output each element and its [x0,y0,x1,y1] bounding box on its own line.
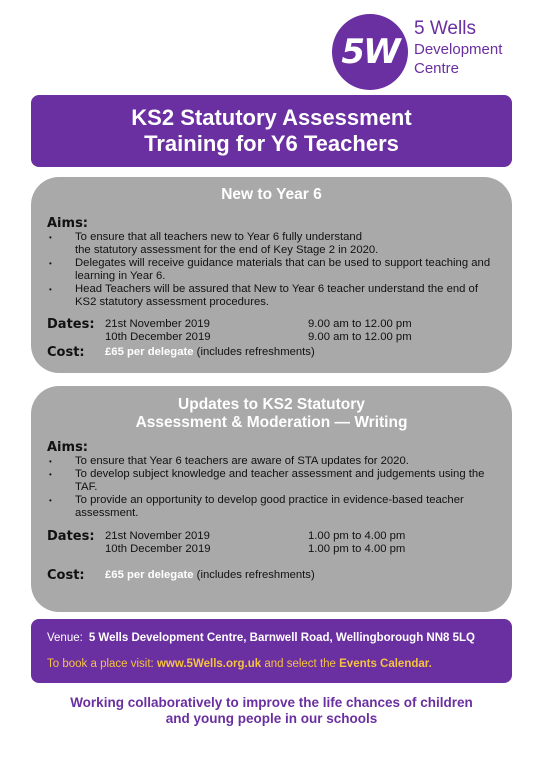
events-calendar-link[interactable]: Events Calendar. [339,658,432,670]
book-prefix: To book a place visit: [47,658,157,670]
aim-item: • To develop subject knowledge and teacher assessment and judgements using the TAF. [59,468,496,494]
aim-item: • Delegates will receive guidance materials that can be used to support teaching and learning in Year 6. [59,257,496,283]
aim-item-cont: the statutory assessment for the end of Key Stage 2 in 2020. [75,244,379,256]
booking-line [47,658,432,670]
section-title [47,386,496,432]
page-title [31,95,512,167]
logo-line-1: 5 Wells [414,18,476,39]
section-title-line-2: Assessment & Moderation — Writing [135,414,408,431]
dates-label: Dates: [47,529,95,544]
venue-box [31,619,512,683]
cost-label: Cost: [47,568,85,583]
logo-line-3: Centre [414,60,460,77]
title-line-1: KS2 Statutory Assessment [131,105,412,130]
time: 1.00 pm to 4.00 pm [308,543,406,555]
logo-mark: 5W [332,14,408,90]
cost-row [47,346,496,359]
time: 9.00 am to 12.00 pm [308,318,412,330]
aim-item: • To ensure that Year 6 teachers are aware of STA updates for 2020. [59,455,496,468]
date: 10th December 2019 [105,543,211,555]
section-title: New to Year 6 [221,186,322,203]
aim-item: • To provide an opportunity to develop good practice in evidence-based teacher assessment. [59,494,496,520]
date-row [47,530,496,543]
venue-address: 5 Wells Development Centre, Barnwell Road, Wellingborough NN8 5LQ [88,632,475,644]
date-row [47,318,496,331]
time: 1.00 pm to 4.00 pm [308,530,406,542]
cost-note: (includes refreshments) [193,569,315,581]
dates-label: Dates: [47,317,95,332]
cost-label: Cost: [47,345,85,360]
aims-list [47,455,496,520]
cost-value: £65 per delegate [105,569,194,581]
aims-list [47,231,496,309]
date-row [47,331,496,344]
aims-label: Aims: [47,440,88,455]
title-line-2: Training for Y6 Teachers [144,131,399,156]
logo-text [414,18,502,78]
date-row [47,543,496,556]
date: 10th December 2019 [105,331,211,343]
time: 9.00 am to 12.00 pm [308,331,412,343]
section-title-line-1: Updates to KS2 Statutory [178,396,365,413]
venue-line [47,632,475,644]
cost-row [47,569,496,582]
logo-line-2: Development [414,41,503,58]
aims-label: Aims: [47,216,88,231]
date: 21st November 2019 [105,318,210,330]
venue-label: Venue: [47,632,83,644]
logo [332,14,522,90]
course-updates-ks2 [31,386,512,612]
website-link[interactable]: www.5Wells.org.uk [156,658,262,670]
footer-line-1: Working collaboratively to improve the life chances of children [70,695,473,710]
date: 21st November 2019 [105,530,210,542]
footer-tagline [0,695,543,727]
footer-line-2: and young people in our schools [165,711,378,726]
cost-note: (includes refreshments) [193,346,315,358]
aim-item: • Head Teachers will be assured that New to Year 6 teacher understand the end of KS2 statutory assessment procedures. [59,283,496,309]
cost-value: £65 per delegate [105,346,194,358]
book-middle: and select the [261,658,340,670]
aim-item: • To ensure that all teachers new to Year 6 fully understand the statutory assessment for the end of Key Stage 2 in 2020. [59,231,496,257]
course-new-to-year-6 [31,177,512,373]
